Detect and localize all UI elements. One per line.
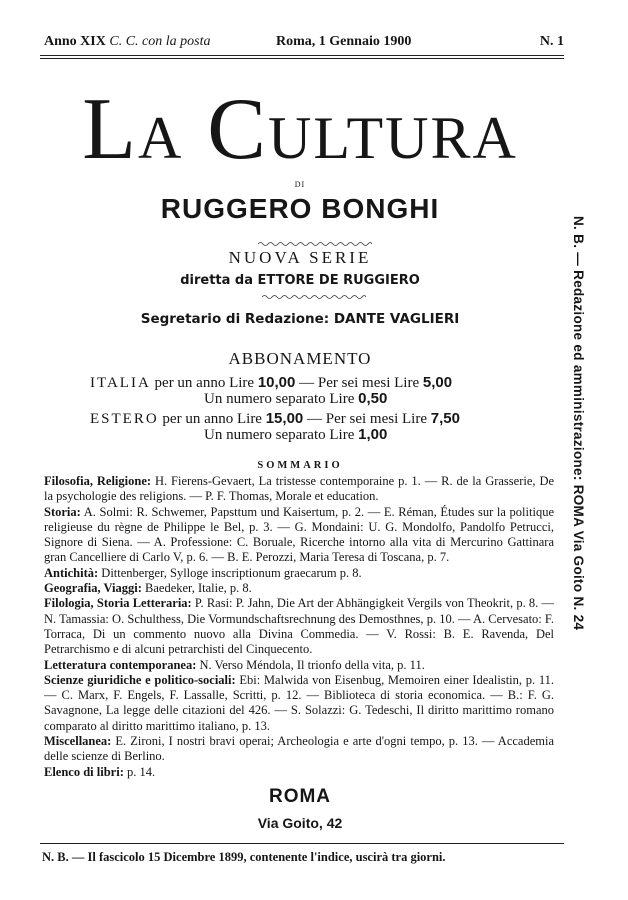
toc-entry-scienze: Scienze giuridiche e politico-sociali: Ebi: Malwida von Eisenbug, Memoiren einer Idealistin, p. 11. — C. Marx, F. Engels, F. Lassalle, Scritti, p. 12. — Biblioteca di storia economica. — B.: F. G. Savagnone, La legge delle citazioni del 426. — S. Solazzi: G. Tedeschi, Il diritto marittimo romano comparato al diritto marittimo italiano, p. 13. (44, 672, 554, 733)
price-estero-single: 1,00 (358, 426, 388, 443)
side-notice-text: N. B. — Redazione ed amministrazione: ROMA Via Goito N. 24 (571, 216, 586, 631)
title-connector: DI (294, 180, 306, 189)
footer-notice: N. B. — Il fascicolo 15 Dicembre 1899, contenente l'indice, uscirà tra giorni. (42, 850, 446, 864)
series-label: NUOVA SERIE (228, 248, 372, 267)
place-date: Roma, 1 Gennaio 1900 (276, 34, 412, 49)
subscription-italia-single: Un numero separato Lire 0,50 (204, 390, 388, 407)
volume-number: Anno XIX (44, 34, 106, 49)
price-italia-half: 5,00 (422, 374, 453, 391)
director-line: diretta da ETTORE DE RUGGIERO (180, 273, 420, 288)
toc-entry-filosofia: Filosofia, Religione: H. Fierens-Gevaert, La tristesse contemporaine p. 1. — R. de la Grasserie, De la psychologie des religions. — P. F. Thomas, Morale et education. (44, 474, 555, 504)
subscription-estero-line: ESTERO per un anno Lire 15,00 — Per sei mesi Lire 7,50 (90, 410, 460, 427)
price-estero-annual: 15,00 (265, 410, 304, 427)
price-italia-annual: 10,00 (257, 374, 296, 391)
side-notice (564, 216, 588, 836)
subscription-title: ABBONAMENTO (228, 349, 372, 368)
toc-entry-geografia: Geografia, Viaggi: Baedeker, Italie, p. 8. (44, 581, 252, 596)
toc-entry-filologia: Filologia, Storia Letteraria: P. Rasi: P. Jahn, Die Art der Abhängigkeit Vergils von Theokrit, p. 8. — N. Tamassia: O. Schulthess, Die Vormundschaftsrechnung des Demosthnes, p. 10. — A. Cervesato: F. Torraca, Di un commento nuovo alla Divina Commedia. — V. Rossi: B. E. Ravenda, Del Petrarchismo e di alcuni petrarchisti del Cinquecento. (44, 596, 555, 657)
publication-city: ROMA (268, 786, 332, 807)
price-italia-single: 0,50 (358, 390, 388, 407)
toc-entry-miscellanea: Miscellanea: E. Zironi, I nostri bravi operai; Archeologia e arte d'ogni tempo, p. 13. — Accademia delle scienze di Berlino. (44, 734, 555, 764)
footer-rule (40, 843, 564, 844)
toc-entry-storia: Storia: A. Solmi: R. Schwemer, Papsttum und Kaisertum, p. 2. — E. Réman, Études sur la politique religieuse du règne de Philippe le Bel, p. 3. — G. Mondaini: U. G. Mondolfo, Pandolfo Petrucci, Signore di Siena. — A. Professione: C. Boruale, Ricerche intorno alla vita di Mercurino Gattinara gran Cancelliere di Carlo V, p. 6. — B. E. Perozzi, Maria Teresa di Toscana, p. 7. (44, 504, 554, 565)
contents-heading: SOMMARIO (257, 460, 343, 471)
toc-entry-elenco: Elenco di libri: p. 14. (44, 764, 156, 779)
subscription-italia-line: ITALIA per un anno Lire 10,00 — Per sei mesi Lire 5,00 (90, 374, 453, 391)
volume-info (44, 34, 210, 50)
journal-title: LA CULTURA (82, 81, 518, 178)
publisher-address: Via Goito, 42 (257, 815, 343, 831)
wavy-rule-lower (262, 294, 366, 300)
issue-number: N. 1 (539, 34, 564, 49)
price-estero-half: 7,50 (430, 410, 460, 427)
postal-note: C. C. con la posta (109, 34, 211, 49)
founder-name: RUGGERO BONGHI (160, 193, 440, 224)
toc-entry-antichita: Antichità: Dittenberger, Sylloge inscriptionum graecarum p. 8. (44, 565, 362, 580)
table-of-contents (44, 474, 554, 780)
wavy-rule-upper (258, 241, 372, 247)
toc-entry-letteratura: Letteratura contemporanea: N. Verso Méndola, Il trionfo della vita, p. 11. (44, 657, 425, 672)
subscription-estero-single: Un numero separato Lire 1,00 (204, 426, 388, 443)
header-line (44, 34, 564, 52)
secretary-line: Segretario di Redazione: DANTE VAGLIERI (140, 311, 460, 327)
header-rule-top (40, 55, 564, 56)
country-italia: ITALIA (90, 375, 151, 391)
country-estero: ESTERO (90, 411, 159, 427)
header-rule-bottom (40, 58, 564, 59)
